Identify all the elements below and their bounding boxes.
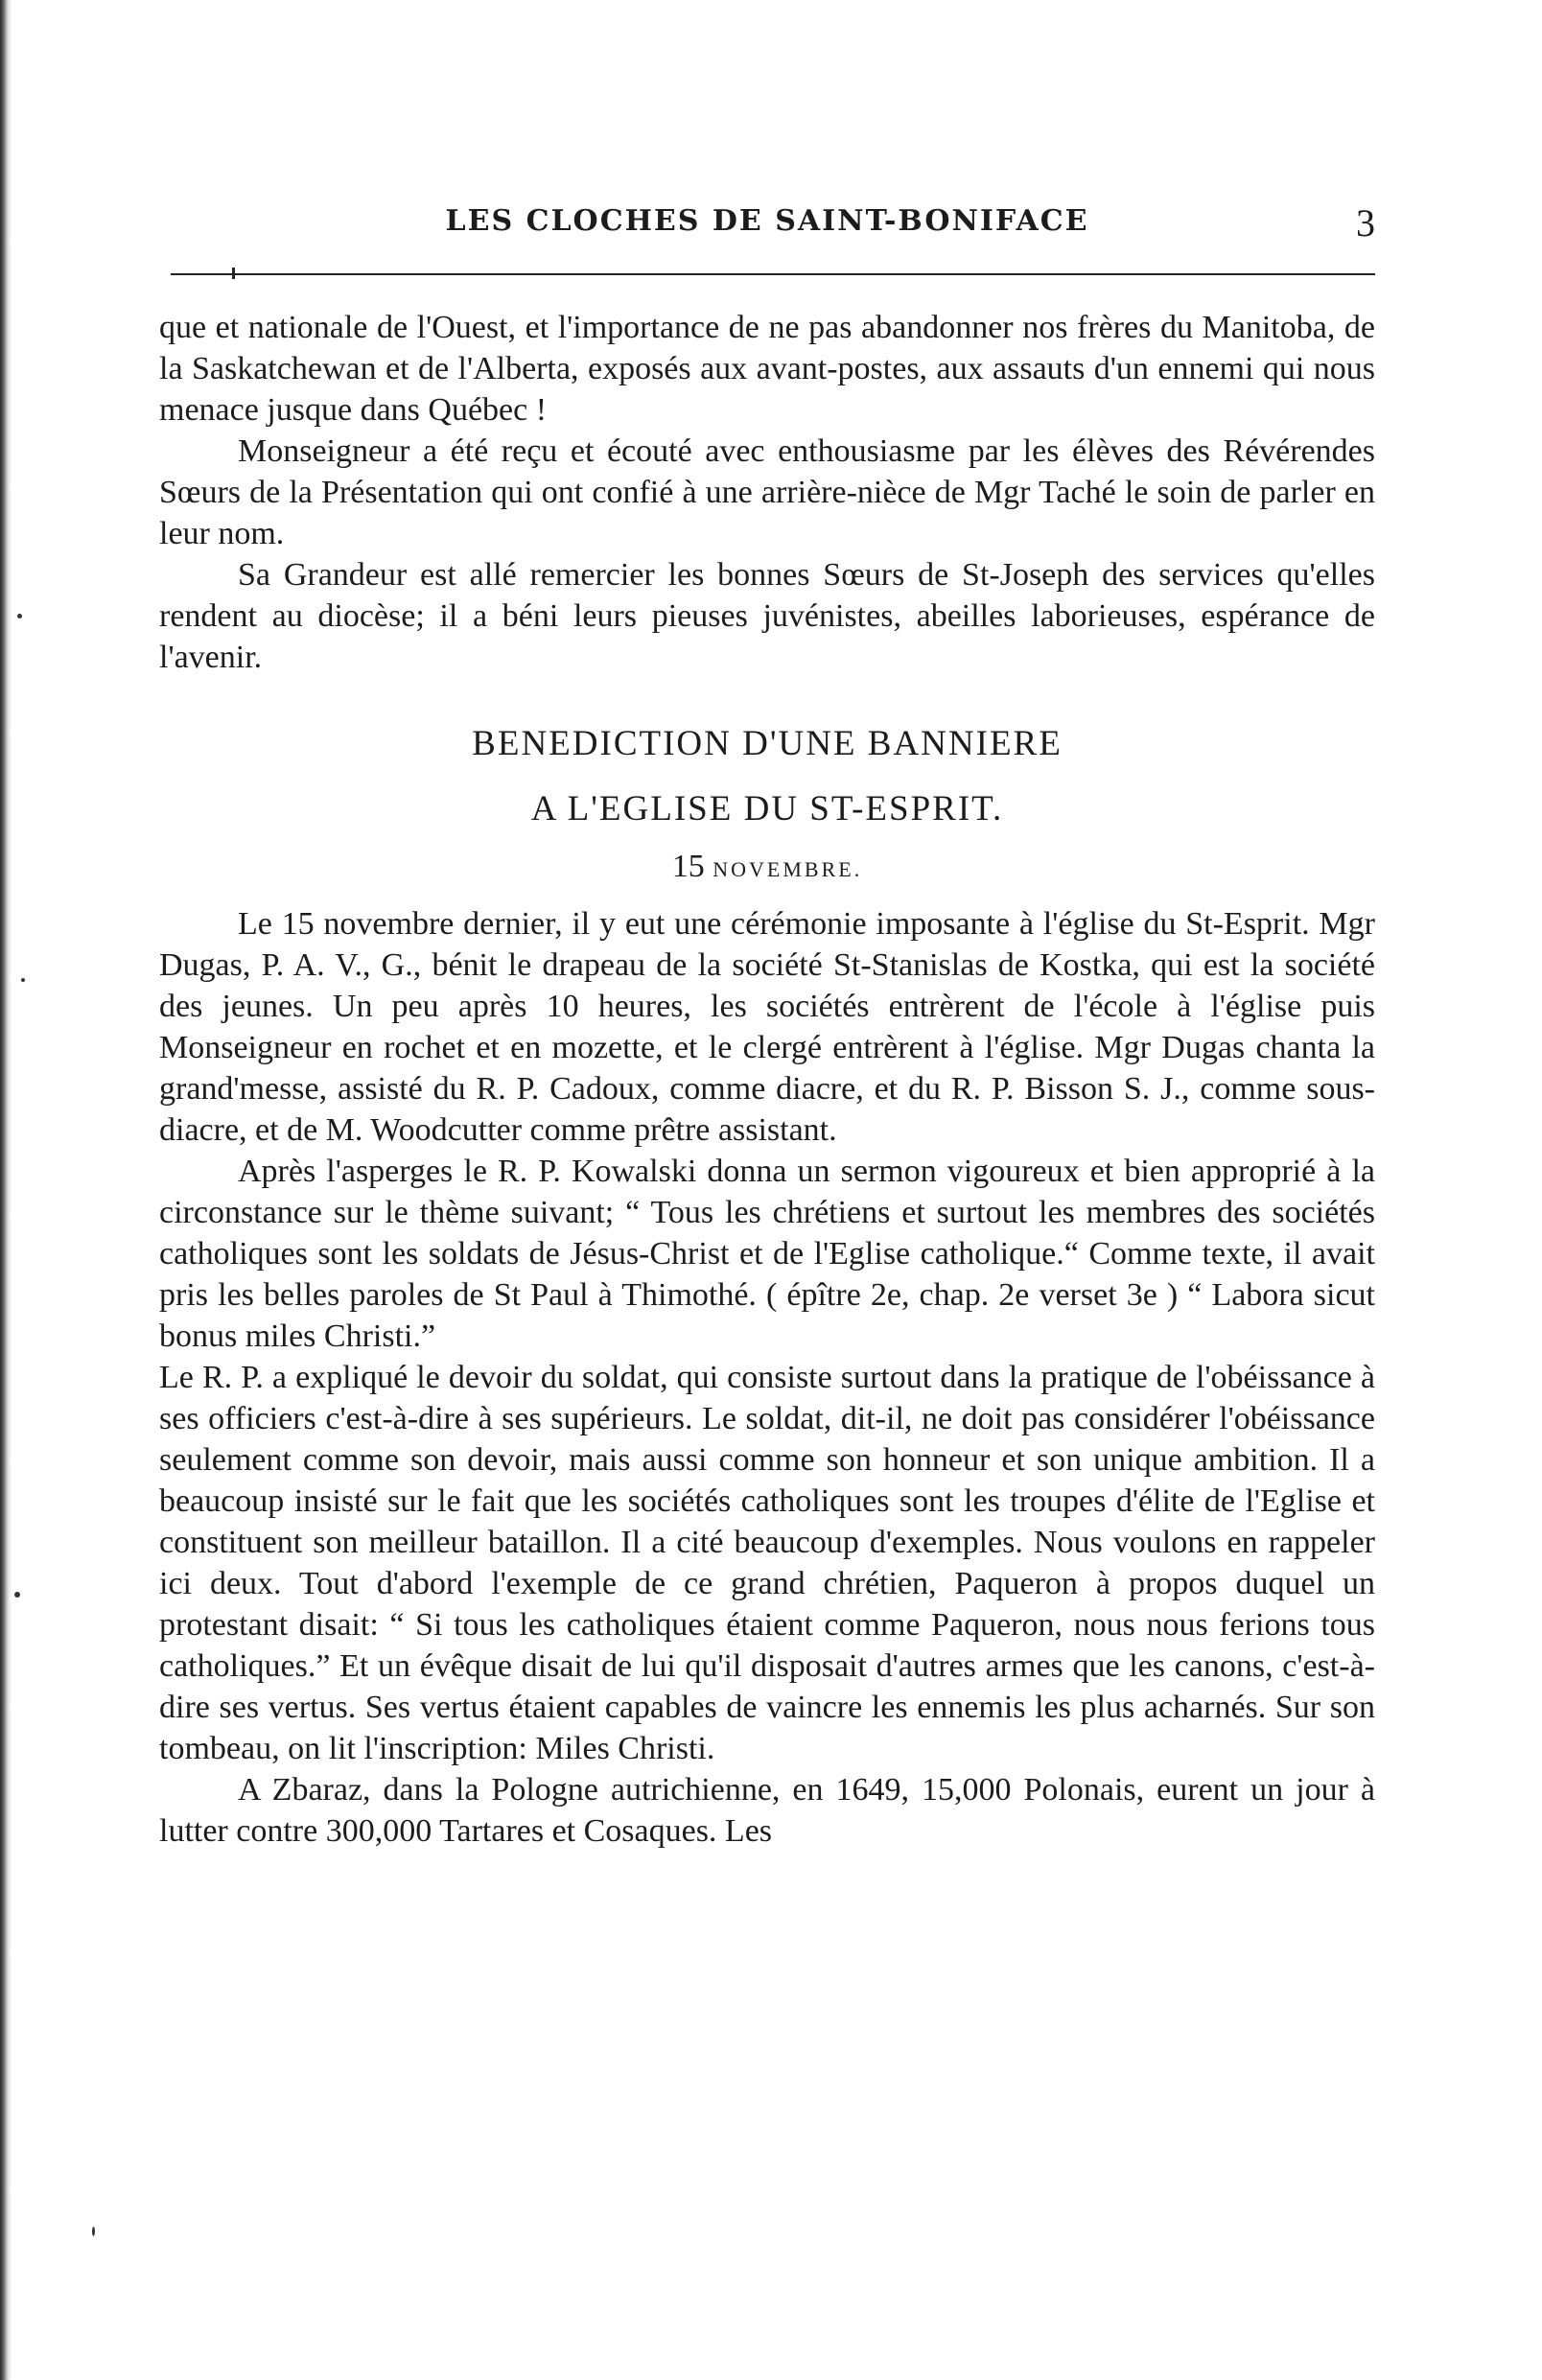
book-page (159, 187, 1375, 1849)
page-number: 3 (1356, 201, 1375, 245)
scan-speck (92, 2227, 95, 2236)
paragraph-ceremony: Le 15 novembre dernier, il y eut une cérémonie imposante à l'église du St-Esprit. Mgr Dugas, P. A. V., G., bénit le drapeau de la société St-Stanislas de Kostka, qui est la société des jeunes. Un peu après 10 heures, les sociétés entrèrent de l'école à l'église puis Monseigneur en rochet et en mozette, et le clergé entrèrent à l'église. Mgr Dugas chanta la grand'messe, assisté du R. P. Cadoux, comme diacre, et du R. P. Bisson S. J., comme sous-diacre, et de M. Woodcutter comme prêtre assistant. (159, 906, 1375, 1148)
body-text (159, 307, 1375, 1852)
paragraph-intro-continued: que et nationale de l'Ouest, et l'importance de ne pas abandonner nos frères du Manitoba, de la Saskatchewan et de l'Alberta, exposés aux avant-postes, aux assauts d'un ennemi qui nous menace jusque dans Québec ! (159, 310, 1375, 428)
running-title: LES CLOCHES DE SAINT-BONIFACE (445, 204, 1089, 238)
paragraph-zbaraz: A Zbaraz, dans la Pologne autrichienne, en 1649, 15,000 Polonais, eurent un jour à lutter contre 300,000 Tartares et Cosaques. Les (159, 1772, 1375, 1849)
paragraph-presentation-sisters: Monseigneur a été reçu et écouté avec enthousiasme par les élèves des Révérendes Sœurs de la Présentation qui ont confié à une arrière-nièce de Mgr Taché le soin de parler en leur nom. (159, 433, 1375, 551)
running-head (159, 187, 1375, 254)
section-heading-line2: A L'EGLISE DU ST-ESPRIT. (530, 789, 1004, 828)
section-dateline (159, 845, 1375, 892)
date-month: NOVEMBRE. (713, 857, 863, 881)
scan-left-edge (0, 0, 12, 2380)
date-day: 15 (671, 849, 705, 884)
section-heading-line1: BENEDICTION D'UNE BANNIERE (472, 724, 1063, 763)
paragraph-sermon: Après l'asperges le R. P. Kowalski donna un sermon vigoureux et bien approprié à la circonstance sur le thème suivant; “ Tous les chrétiens et surtout les membres des sociétés catholiques sont les soldats de Jésus-Christ et de l'Eglise catholique.“ Comme texte, il avait pris les belles paroles de St Paul à Thimothé. ( épître 2e, chap. 2e verset 3e ) “ Labora sicut bonus miles Christi.” (159, 1154, 1375, 1354)
header-rule-mark (232, 268, 235, 279)
scan-speck (17, 614, 22, 618)
paragraph-st-joseph-sisters: Sa Grandeur est allé remercier les bonnes Sœurs de St-Joseph des services qu'elles rendent au diocèse; il a béni leurs pieuses juvénistes, abeilles laborieuses, espérance de l'avenir. (159, 557, 1375, 675)
scan-speck (21, 978, 25, 982)
paragraph-soldier-duty: Le R. P. a expliqué le devoir du soldat, qui consiste surtout dans la pratique de l'obéissance à ses officiers c'est-à-dire à ses supérieurs. Le soldat, dit-il, ne doit pas considérer l'obéissance seulement comme son devoir, mais aussi comme son honneur et son unique ambition. Il a beaucoup insisté sur le fait que les sociétés catholiques sont les troupes d'élite de l'Eglise et constituent son meilleur bataillon. Il a cité beaucoup d'exemples. Nous voulons en rappeler ici deux. Tout d'abord l'exemple de ce grand chrétien, Paqueron à propos duquel un protestant disait: “ Si tous les catholiques étaient comme Paqueron, nous nous ferions tous catholiques.” Et un évêque disait de lui qu'il disposait d'autres armes que les canons, c'est-à-dire ses vertus. Ses vertus étaient capables de vaincre les ennemis les plus acharnés. Sur son tombeau, on lit l'inscription: Miles Christi. (159, 1360, 1375, 1766)
header-rule (171, 273, 1375, 275)
scan-speck (14, 1592, 20, 1598)
